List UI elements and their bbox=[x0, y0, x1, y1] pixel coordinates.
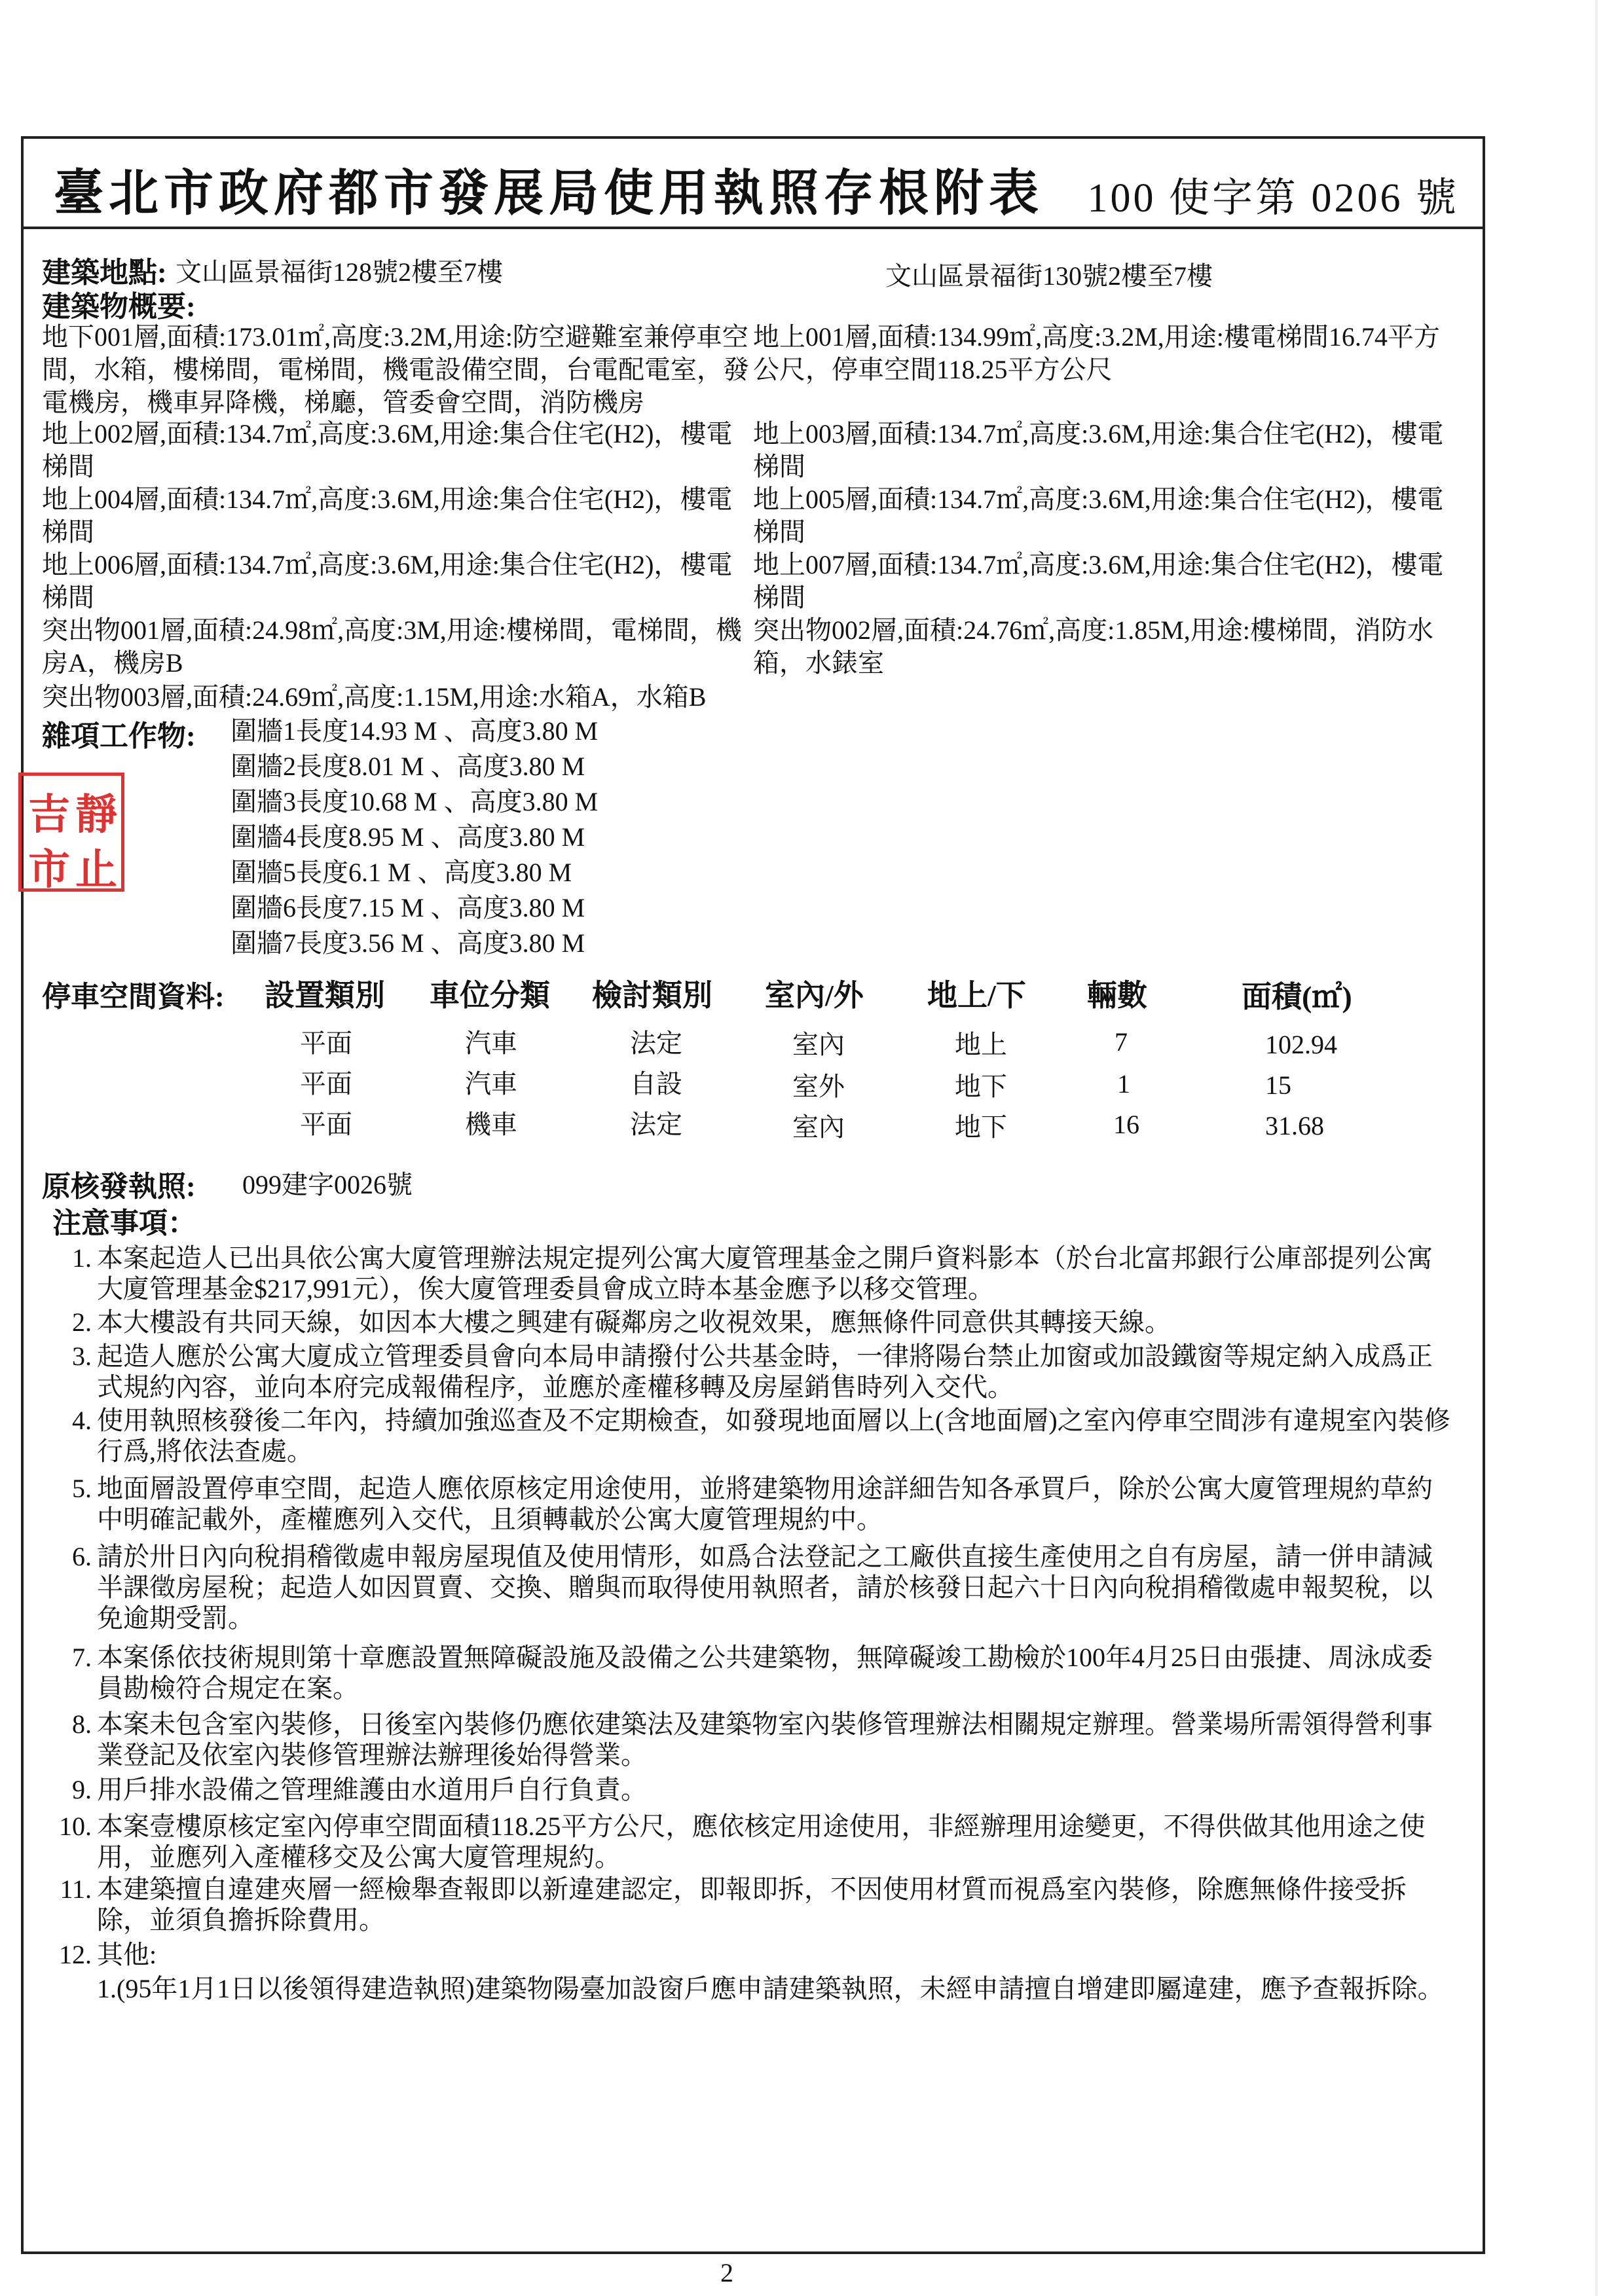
note-number: 8. bbox=[72, 1709, 92, 1739]
parking-cell: 15 bbox=[1265, 1070, 1291, 1100]
note-text: 本案係依技術規則第十章應設置無障礙設施及設備之公共建築物，無障礙竣工勘檢於100年4月25日由張捷、周泳成委員勘檢符合規定在案。 bbox=[97, 1643, 1433, 1703]
parking-cell: 汽車 bbox=[465, 1069, 517, 1099]
note-text: 本大樓設有共同天線，如因本大樓之興建有礙鄰房之收視效果，應無條件同意供其轉接天線。 bbox=[97, 1307, 1171, 1337]
note-number: 12. bbox=[59, 1940, 92, 1969]
note-item bbox=[52, 1939, 1454, 1970]
note-text: 使用執照核發後二年內，持續加強巡查及不定期檢查，如發現地面層以上(含地面層)之室內停車空間涉有違規室內裝修行爲,將依法查處。 bbox=[97, 1406, 1450, 1466]
note-number: 4. bbox=[72, 1406, 92, 1435]
original-permit-value: 099建字0026號 bbox=[242, 1170, 413, 1199]
note-text: 本建築擅自違建夾層一經檢舉查報即以新違建認定，即報即拆，不因使用材質而視爲室內裝修，除應無條件接受拆除，並須負擔拆除費用。 bbox=[97, 1874, 1407, 1935]
note-text: 本案未包含室內裝修，日後室內裝修仍應依建築法及建築物室內裝修管理辦法相關規定辦理。營業場所需領得營利事業登記及依室內裝修管理辦法辦理後始得營業。 bbox=[97, 1709, 1433, 1770]
parking-cell: 地上 bbox=[955, 1030, 1007, 1059]
misc-label: 雜項工作物: bbox=[42, 720, 196, 752]
parking-header-indoor: 室內/外 bbox=[765, 979, 864, 1012]
note-item bbox=[52, 1405, 1454, 1467]
official-seal-stamp: 吉 靜 市 止 bbox=[18, 773, 124, 892]
parking-cell: 室內 bbox=[792, 1112, 845, 1142]
note-text: 其他: bbox=[97, 1940, 157, 1969]
floor-6: 地上006層,面積:134.7㎡,高度:3.6M,用途:集合住宅(H2)，樓電梯間 bbox=[42, 550, 733, 612]
page-number: 2 bbox=[720, 2258, 733, 2287]
note-item bbox=[52, 1874, 1454, 1935]
wall-7: 圍牆7長度3.56 M 、高度3.80 M bbox=[231, 928, 585, 958]
parking-cell: 法定 bbox=[630, 1029, 682, 1058]
parking-cell: 平面 bbox=[300, 1029, 352, 1058]
wall-6: 圍牆6長度7.15 M 、高度3.80 M bbox=[231, 893, 585, 922]
note-number: 6. bbox=[72, 1542, 92, 1571]
parking-header-count: 輛數 bbox=[1087, 979, 1147, 1012]
roof-3: 突出物003層,面積:24.69㎡,高度:1.15M,用途:水箱A，水箱B bbox=[42, 682, 707, 712]
parking-cell: 汽車 bbox=[465, 1029, 517, 1058]
note-text: 用戶排水設備之管理維護由水道用戶自行負責。 bbox=[97, 1775, 647, 1804]
overview-label: 建築物概要: bbox=[42, 291, 196, 323]
wall-3: 圍牆3長度10.68 M 、高度3.80 M bbox=[231, 787, 599, 816]
floor-5: 地上005層,面積:134.7㎡,高度:3.6M,用途:集合住宅(H2)，樓電梯間 bbox=[753, 484, 1444, 547]
note-text: 本案起造人已出具依公寓大廈管理辦法規定提列公寓大廈管理基金之開戶資料影本（於台北富邦銀行公庫部提列公寓大廈管理基金$217,991元），俟大廈管理委員會成立時本基金應予以移交管理。 bbox=[97, 1243, 1433, 1303]
wall-2: 圍牆2長度8.01 M 、高度3.80 M bbox=[231, 752, 585, 781]
parking-cell: 平面 bbox=[300, 1110, 352, 1139]
parking-header-area: 面積(㎡) bbox=[1242, 980, 1352, 1013]
parking-header-level: 地上/下 bbox=[927, 979, 1026, 1012]
parking-cell: 102.94 bbox=[1265, 1030, 1337, 1059]
site-address-1: 文山區景福街128號2樓至7樓 bbox=[175, 257, 503, 287]
parking-cell: 16 bbox=[1113, 1110, 1139, 1139]
note-number: 11. bbox=[60, 1874, 92, 1904]
parking-cell: 自設 bbox=[630, 1069, 682, 1099]
parking-cell: 地下 bbox=[955, 1112, 1007, 1142]
note-item bbox=[52, 1774, 1454, 1805]
parking-cell: 7 bbox=[1115, 1027, 1128, 1057]
parking-cell: 1 bbox=[1117, 1069, 1130, 1099]
floor-1: 地上001層,面積:134.99㎡,高度:3.2M,用途:樓電梯間16.74平方公尺，停車空間118.25平方公尺 bbox=[753, 322, 1440, 384]
parking-header-type: 設置類別 bbox=[265, 979, 385, 1012]
roof-1: 突出物001層,面積:24.98㎡,高度:3M,用途:樓梯間，電梯間，機房A，機房B bbox=[42, 615, 742, 678]
note-number: 1. bbox=[72, 1243, 92, 1273]
site-address-2: 文山區景福街130號2樓至7樓 bbox=[885, 261, 1213, 291]
wall-4: 圍牆4長度8.95 M 、高度3.80 M bbox=[231, 822, 585, 852]
page-title: 臺北市政府都市發展局使用執照存根附表 bbox=[54, 166, 1044, 221]
note-text: 1.(95年1月1日以後領得建造執照)建築物陽臺加設窗戶應申請建築執照，未經申請擅自增建即屬違建，應予查報拆除。 bbox=[97, 1974, 1444, 2003]
note-text: 本案壹樓原核定室內停車空間面積118.25平方公尺，應依核定用途使用，非經辦理用途變更，不得供做其他用途之使用，並應列入產權移交及公寓大廈管理規約。 bbox=[97, 1812, 1426, 1872]
note-number: 9. bbox=[72, 1775, 92, 1804]
parking-cell: 室外 bbox=[792, 1072, 845, 1101]
note-number: 2. bbox=[72, 1307, 92, 1337]
note-item bbox=[52, 1473, 1454, 1535]
parking-cell: 室內 bbox=[792, 1030, 845, 1059]
site-label: 建築地點: bbox=[42, 257, 167, 289]
wall-5: 圍牆5長度6.1 M 、高度3.80 M bbox=[231, 858, 572, 887]
note-number: 7. bbox=[72, 1643, 92, 1672]
parking-cell: 平面 bbox=[300, 1069, 352, 1099]
note-item bbox=[52, 1307, 1454, 1338]
note-number: 10. bbox=[59, 1812, 92, 1841]
wall-1: 圍牆1長度14.93 M 、高度3.80 M bbox=[231, 716, 599, 746]
floor-3: 地上003層,面積:134.7㎡,高度:3.6M,用途:集合住宅(H2)，樓電梯間 bbox=[753, 419, 1444, 481]
parking-header-vehicle: 車位分類 bbox=[430, 979, 550, 1012]
parking-cell: 地下 bbox=[955, 1072, 1007, 1101]
floor-4: 地上004層,面積:134.7㎡,高度:3.6M,用途:集合住宅(H2)，樓電梯間 bbox=[42, 484, 733, 547]
original-permit-label: 原核發執照: bbox=[42, 1171, 196, 1203]
note-item bbox=[52, 1709, 1454, 1770]
parking-cell: 機車 bbox=[465, 1110, 517, 1139]
parking-header-review: 檢討類別 bbox=[592, 979, 712, 1012]
note-number: 5. bbox=[72, 1474, 92, 1503]
scan-edge bbox=[1595, 0, 1598, 2296]
note-item bbox=[52, 1973, 1454, 2004]
floor-7: 地上007層,面積:134.7㎡,高度:3.6M,用途:集合住宅(H2)，樓電梯間 bbox=[753, 550, 1444, 612]
floor-2: 地上002層,面積:134.7㎡,高度:3.6M,用途:集合住宅(H2)，樓電梯間 bbox=[42, 419, 733, 481]
permit-number: 100 使字第 0206 號 bbox=[1087, 176, 1459, 221]
parking-cell: 法定 bbox=[630, 1110, 682, 1139]
floor-b1: 地下001層,面積:173.01㎡,高度:3.2M,用途:防空避難室兼停車空間，水箱，樓梯間，電梯間，機電設備空間，台電配電室，發電機房，機車昇降機，梯廳，管委會空間，消防機房 bbox=[42, 322, 749, 417]
parking-label: 停車空間資料: bbox=[42, 981, 225, 1013]
note-item bbox=[52, 1642, 1454, 1704]
roof-2: 突出物002層,面積:24.76㎡,高度:1.85M,用途:樓梯間，消防水箱，水錶室 bbox=[753, 615, 1433, 678]
note-number: 3. bbox=[72, 1341, 92, 1371]
note-item bbox=[52, 1341, 1454, 1402]
note-text: 起造人應於公寓大廈成立管理委員會向本局申請撥付公共基金時，一律將陽台禁止加窗或加設鐵窗等規定納入成爲正式規約內容，並向本府完成報備程序，並應於產權移轉及房屋銷售時列入交代。 bbox=[97, 1341, 1433, 1402]
parking-cell: 31.68 bbox=[1265, 1111, 1324, 1140]
note-text: 請於卅日內向稅捐稽徵處申報房屋現值及使用情形，如爲合法登記之工廠供直接生產使用之自有房屋，請一併申請減半課徵房屋稅；起造人如因買賣、交換、贈與而取得使用執照者，請於核發日起六十日內向稅捐稽徵處申報契稅，以免逾期受罰。 bbox=[97, 1542, 1433, 1633]
note-item bbox=[52, 1541, 1454, 1633]
note-item bbox=[52, 1811, 1454, 1872]
notes-label: 注意事項： bbox=[52, 1207, 196, 1239]
note-item bbox=[52, 1243, 1454, 1304]
note-text: 地面層設置停車空間，起造人應依原核定用途使用，並將建築物用途詳細告知各承買戶，除於公寓大廈管理規約草約中明確記載外，產權應列入交代，且須轉載於公寓大廈管理規約中。 bbox=[97, 1474, 1433, 1534]
title-row bbox=[21, 136, 1485, 229]
